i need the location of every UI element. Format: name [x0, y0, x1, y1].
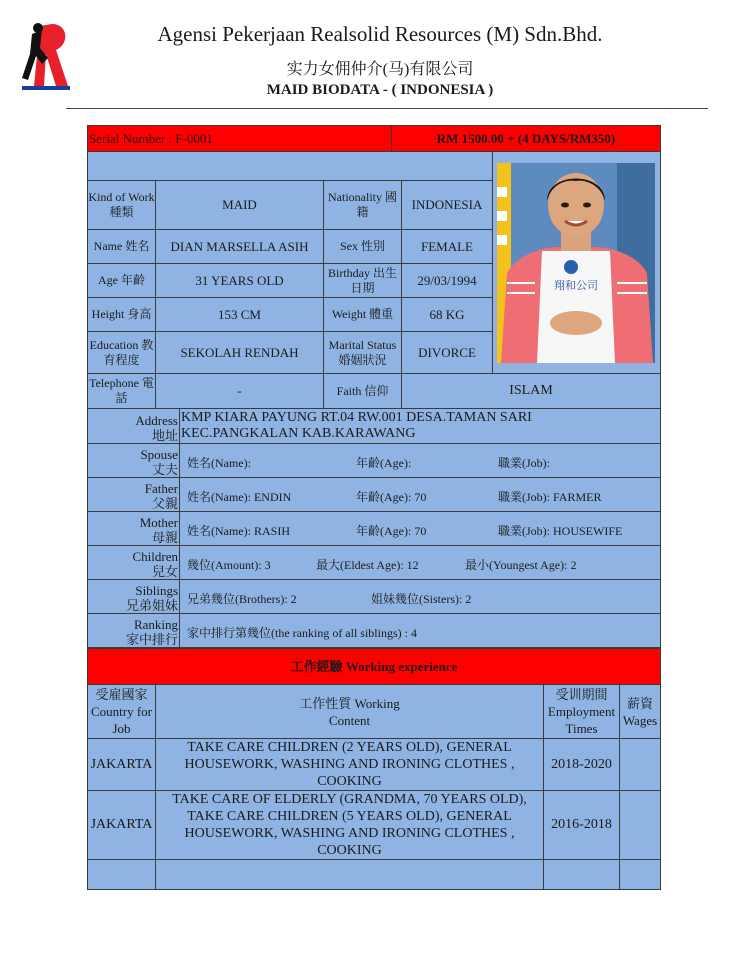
height-label: Height 身高	[87, 297, 156, 332]
weight-value: 68 KG	[401, 297, 493, 332]
address-line-1: KMP KIARA PAYUNG RT.04 RW.001 DESA.TAMAN SARI	[181, 410, 532, 425]
empty-row-content	[155, 859, 544, 890]
father-name: 姓名(Name): ENDIN	[187, 490, 292, 504]
price: RM 1500.00 + (4 DAYS/RM350)	[391, 125, 661, 152]
height-value: 153 CM	[155, 297, 324, 332]
education-value: SEKOLAH RENDAH	[155, 331, 324, 374]
apron-text: 翔和公司	[554, 279, 598, 292]
kind-of-work-label: Kind of Work 種類	[87, 180, 156, 230]
address-label-en: Address	[135, 413, 178, 428]
nationality-label: Nationality 國籍	[323, 180, 402, 230]
ranking-label-en: Ranking	[133, 617, 178, 632]
row-2-content: TAKE CARE OF ELDERLY (GRANDMA, 70 YEARS OLD), TAKE CARE CHILDREN (5 YEARS OLD), GENERAL HOUSEWORK, WASHING AND IRONING CLOTHES , COOKING	[155, 790, 544, 860]
mother-age: 年齡(Age): 70	[356, 524, 427, 538]
company-name: Agensi Pekerjaan Realsolid Resources (M) Sdn.Bhd.	[157, 22, 603, 46]
name-value: DIAN MARSELLA ASIH	[155, 229, 324, 264]
col-content-header-text: 工作性質 Working Content	[299, 695, 400, 728]
age-label: Age 年齡	[87, 263, 156, 298]
row-1-wages	[619, 738, 661, 791]
faith-label: Faith 信仰	[323, 373, 402, 409]
father-job: 職業(Job): FARMER	[498, 490, 602, 504]
siblings-sisters: 姐妹幾位(Sisters): 2	[371, 592, 472, 606]
telephone-label: Telephone 電話	[87, 373, 156, 409]
document-title: MAID BIODATA - ( INDONESIA )	[266, 82, 494, 98]
ranking-label	[87, 613, 180, 648]
empty-row-country	[87, 859, 156, 890]
children-label	[87, 545, 180, 580]
col-country-header: 受雇國家 Country for Job	[87, 684, 156, 739]
empty-row-wages	[619, 859, 661, 890]
kind-of-work-value: MAID	[155, 180, 324, 230]
children-youngest: 最小(Youngest Age): 2	[465, 558, 577, 572]
marital-status-value: DIVORCE	[401, 331, 493, 374]
name-label: Name 姓名	[87, 229, 156, 264]
address-line-2: KEC.PANGKALAN KAB.KARAWANG	[181, 426, 416, 441]
address-label-cn: 地址	[151, 428, 178, 443]
company-logo	[18, 20, 74, 94]
mother-label-en: Mother	[139, 515, 178, 530]
spouse-label	[87, 443, 180, 478]
col-wages-header: 薪資 Wages	[619, 684, 661, 739]
empty-row-times	[543, 859, 620, 890]
mother-name: 姓名(Name): RASIH	[187, 524, 290, 538]
weight-label: Weight 體重	[323, 297, 402, 332]
address-value	[179, 408, 661, 444]
address-label	[87, 408, 180, 444]
father-label	[87, 477, 180, 512]
spouse-name: 姓名(Name):	[187, 456, 251, 470]
maid-photo	[497, 163, 655, 363]
spouse-row	[179, 443, 661, 478]
siblings-label	[87, 579, 180, 614]
education-label: Education 教育程度	[87, 331, 156, 374]
nationality-value: INDONESIA	[401, 180, 493, 230]
birthday-value: 29/03/1994	[401, 263, 493, 298]
header-divider	[66, 108, 708, 109]
children-eldest: 最大(Eldest Age): 12	[316, 558, 419, 572]
mother-job: 職業(Job): HOUSEWIFE	[498, 524, 623, 538]
children-label-cn: 兒女	[151, 564, 178, 579]
siblings-label-cn: 兄弟姐妹	[125, 598, 178, 613]
company-name-chinese: 实力女佣仲介(马)有限公司	[286, 61, 474, 78]
row-2-country: JAKARTA	[87, 790, 156, 860]
birthday-label: Birthday 出生日期	[323, 263, 402, 298]
col-times-header: 受训期間 Employment Times	[543, 684, 620, 739]
ranking-label-cn: 家中排行	[125, 632, 178, 647]
ranking-value: 家中排行第幾位(the ranking of all siblings) : 4	[187, 626, 417, 640]
faith-value: ISLAM	[401, 373, 661, 409]
children-label-en: Children	[132, 549, 178, 564]
serial-number: Serial Number : F-0001	[87, 125, 392, 152]
spouse-label-en: Spouse	[140, 447, 178, 462]
row-2-times: 2016-2018	[543, 790, 620, 860]
spacer-row	[87, 151, 493, 181]
siblings-label-en: Siblings	[135, 583, 178, 598]
row-2-wages	[619, 790, 661, 860]
siblings-brothers: 兄弟幾位(Brothers): 2	[187, 592, 297, 606]
spouse-label-cn: 丈夫	[151, 462, 178, 477]
mother-label	[87, 511, 180, 546]
children-amount: 幾位(Amount): 3	[187, 558, 271, 572]
working-experience-title: 工作經驗 Working experience	[87, 648, 661, 685]
row-1-country: JAKARTA	[87, 738, 156, 791]
mother-label-cn: 母親	[151, 530, 178, 545]
sex-value: FEMALE	[401, 229, 493, 264]
spouse-age: 年齡(Age):	[356, 456, 412, 470]
father-label-en: Father	[144, 481, 178, 496]
col-content-header	[155, 684, 544, 739]
spouse-job: 職業(Job):	[498, 456, 550, 470]
telephone-value: -	[155, 373, 324, 409]
row-1-content: TAKE CARE CHILDREN (2 YEARS OLD), GENERAL HOUSEWORK, WASHING AND IRONING CLOTHES , COOKING	[155, 738, 544, 791]
marital-status-label: Marital Status 婚姻狀況	[323, 331, 402, 374]
sex-label: Sex 性別	[323, 229, 402, 264]
row-1-times: 2018-2020	[543, 738, 620, 791]
father-age: 年齡(Age): 70	[356, 490, 427, 504]
age-value: 31 YEARS OLD	[155, 263, 324, 298]
father-label-cn: 父親	[151, 496, 178, 511]
